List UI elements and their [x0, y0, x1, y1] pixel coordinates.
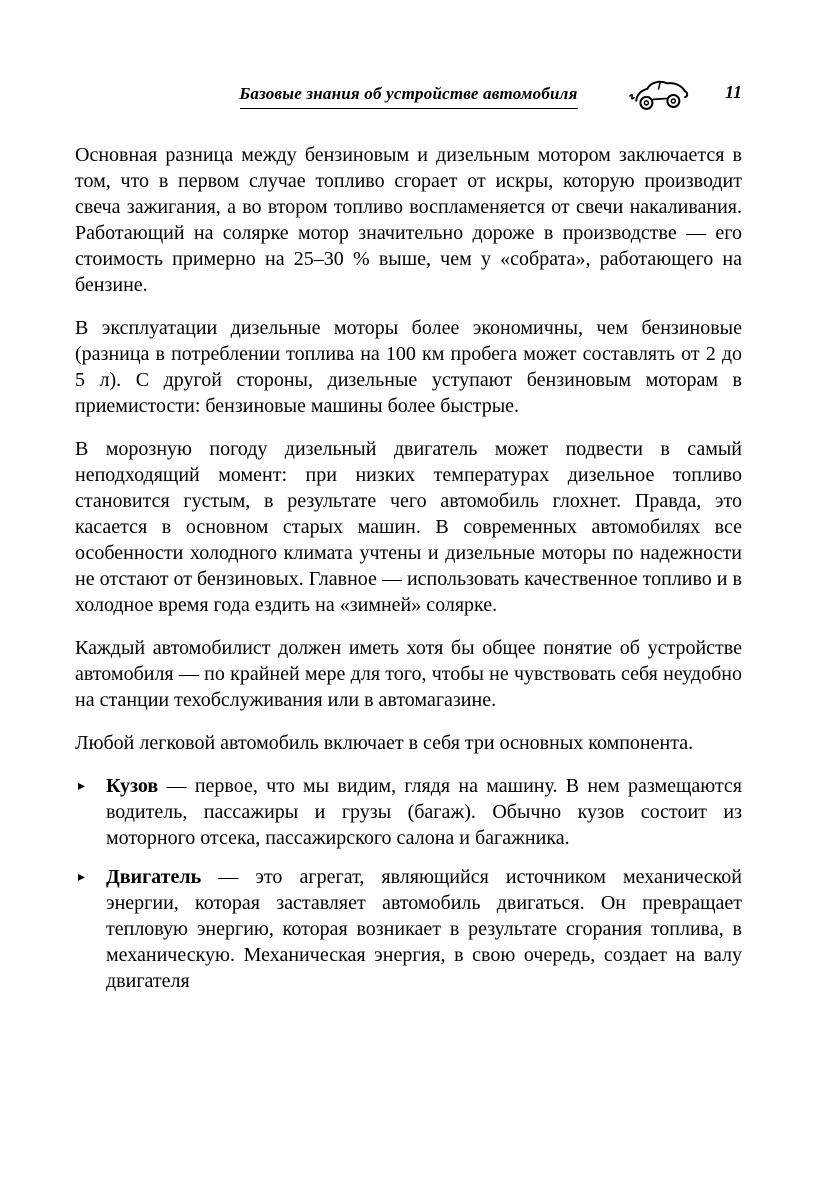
page-number: 11 — [724, 82, 742, 102]
page-header — [75, 78, 742, 118]
list-item-text: — первое, что мы видим, глядя на машину. В нем размещаются водитель, пассажиры и грузы (багаж). Обычно кузов состоит из моторного отсека, пассажирского салона и багажника. — [106, 775, 743, 849]
paragraph-3: В морозную погоду дизельный двигатель может подвести в самый неподходящий момент: при низких температурах дизельное топливо становится густым, в результате чего автомобиль глохнет. Правда, это касается в основном старых машин. В современных автомобилях все особенности холодного климата учтены и дизельные моторы по надежности не отстают от бензиновых. Главное — использовать качественное топливо и в холодное время года ездить на «зимней» солярке. — [75, 438, 742, 616]
list-item-text: — это агрегат, являющийся источником механической энергии, которая заставляет автомобиль двигаться. Он превращает тепловую энергию, которая возникает в результате сгорания топлива, в механическую. Механическая энергия, в свою очередь, создает на валу двигателя — [106, 866, 742, 992]
paragraph-5: Любой легковой автомобиль включает в себя три основных компонента. — [75, 732, 694, 754]
component-list — [75, 773, 742, 994]
paragraph-1: Основная разница между бензиновым и дизельным мотором заключается в том, что в первом случае топливо сгорает от искры, которую производит свеча зажигания, а во втором топливо воспламеняется от свечи накаливания. Работающий на солярке мотор значительно дороже в производстве — его стоимость примерно на 25–30 % выше, чем у «собрата», работающего на бензине. — [75, 144, 742, 296]
running-head-title: Базовые знания об устройстве автомобиля — [239, 84, 577, 109]
list-item-body — [75, 773, 742, 851]
car-icon — [627, 76, 691, 117]
list-item-engine — [75, 864, 742, 994]
list-item-term: Двигатель — [106, 866, 202, 888]
bullet-triangle-icon: ▸ — [78, 778, 86, 794]
list-item-term: Кузов — [106, 775, 159, 797]
paragraph-4: Каждый автомобилист должен иметь хотя бы общее понятие об устройстве автомобиля — по крайней мере для того, чтобы не чувствовать себя неудобно на станции техобслуживания или в автомагазине. — [75, 637, 742, 711]
paragraph-2: В эксплуатации дизельные моторы более экономичны, чем бензиновые (разница в потреблении топлива на 100 км пробега может составлять от 2 до 5 л). С другой стороны, дизельные уступают бензиновым моторам в приемистости: бензиновые машины более быстрые. — [75, 317, 742, 417]
bullet-triangle-icon: ▸ — [78, 869, 86, 885]
page-content — [75, 142, 742, 994]
